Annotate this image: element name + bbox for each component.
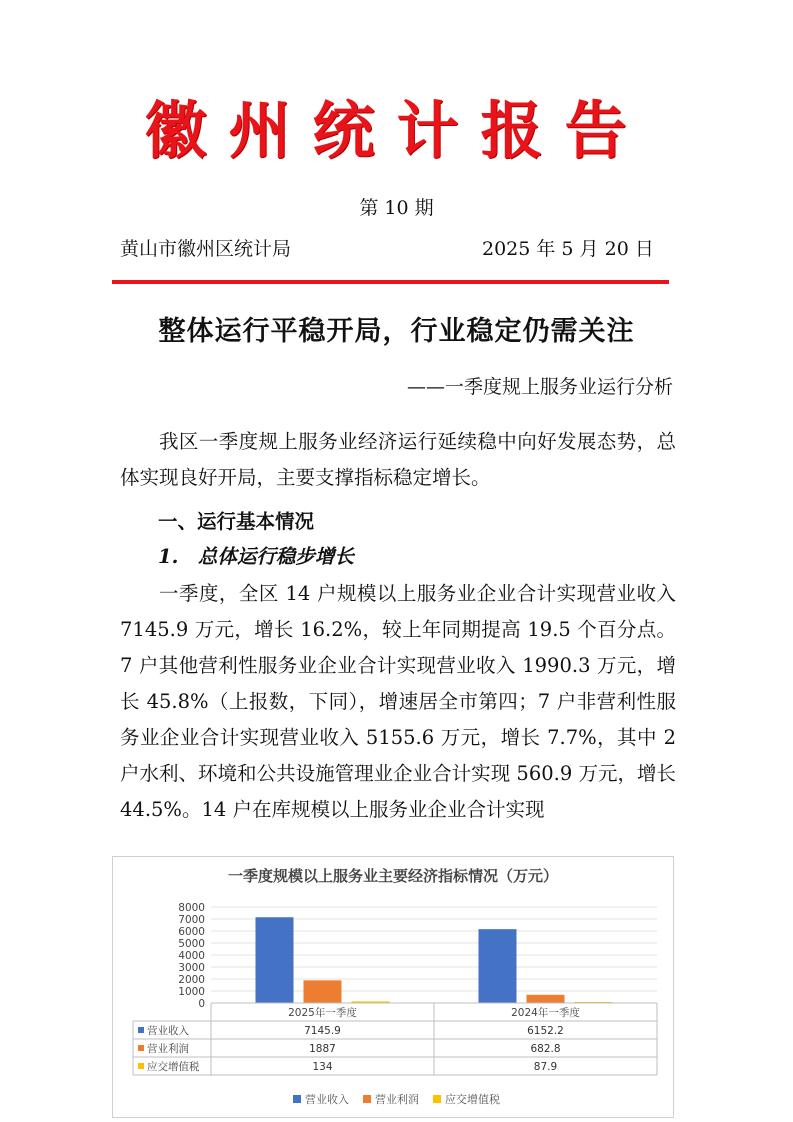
y-tick-label: 7000 (178, 914, 205, 926)
chart-title: 一季度规模以上服务业主要经济指标情况（万元） (227, 867, 559, 885)
issue-number: 第 10 期 (359, 197, 434, 219)
y-tick-label: 1000 (178, 986, 205, 998)
chart-container (112, 856, 674, 1118)
publish-date: 2025 年 5 月 20 日 (482, 238, 654, 260)
y-tick-label: 8000 (178, 902, 205, 914)
x-category-label: 2024年一季度 (511, 1007, 580, 1019)
bar-2-2 (527, 995, 565, 1003)
series-key (138, 1045, 144, 1051)
bar-chart (113, 857, 673, 1117)
subsection-heading: 1. 总体运行稳步增长 (158, 545, 354, 568)
bar-1-1 (256, 917, 294, 1003)
masthead: 徽州统计报告 (144, 94, 649, 167)
table-series-label: 应交增值税 (147, 1061, 200, 1073)
header-divider (112, 280, 669, 284)
legend-label: 营业利润 (375, 1093, 419, 1106)
section-heading: 一、运行基本情况 (158, 510, 315, 533)
organization: 黄山市徽州区统计局 (120, 238, 292, 260)
series-key (138, 1027, 144, 1033)
y-tick-label: 0 (198, 998, 205, 1010)
bar-1-2 (479, 929, 517, 1003)
y-tick-label: 2000 (178, 974, 205, 986)
y-tick-label: 6000 (178, 926, 205, 938)
legend-swatch (363, 1095, 371, 1103)
legend-label: 应交增值税 (445, 1093, 500, 1106)
bar-2-1 (304, 980, 342, 1003)
legend-swatch (433, 1095, 441, 1103)
table-value: 87.9 (533, 1061, 558, 1073)
body-paragraph: 一季度，全区 14 户规模以上服务业企业合计实现营业收入 7145.9 万元，增长 16.2%，较上年同期提高 19.5 个百分点。7 户其他营利性服务业企业合计实现营业收入 1990.3 万元，增长 45.8%（上报数，下同），增速居全市第四；7 户非营利性服务业企业合计实现营业收入 5155.6 万元，增长 7.7%，其中 2 户水利、环境和公共设施管理业企业合计实现 560.9 万元，增长 44.5%。14 户在库规模以上服务业企业合计实现 (120, 582, 676, 821)
table-series-label: 营业利润 (147, 1043, 189, 1055)
y-tick-label: 4000 (178, 950, 205, 962)
table-value: 7145.9 (304, 1025, 341, 1037)
table-series-label: 营业收入 (147, 1025, 189, 1037)
x-category-label: 2025年一季度 (288, 1007, 357, 1019)
table-value: 134 (312, 1061, 333, 1073)
legend-swatch (293, 1095, 301, 1103)
article-subtitle: ——一季度规上服务业运行分析 (406, 376, 673, 398)
series-key (138, 1063, 144, 1069)
y-tick-label: 5000 (178, 938, 205, 950)
intro-paragraph: 我区一季度规上服务业经济运行延续稳中向好发展态势，总体实现良好开局，主要支撑指标稳定增长。 (120, 430, 676, 489)
table-value: 682.8 (530, 1043, 561, 1055)
article-title: 整体运行平稳开局，行业稳定仍需关注 (158, 316, 635, 347)
table-value: 6152.2 (527, 1025, 564, 1037)
y-tick-label: 3000 (178, 962, 205, 974)
legend-label: 营业收入 (305, 1093, 349, 1106)
table-value: 1887 (309, 1043, 336, 1055)
